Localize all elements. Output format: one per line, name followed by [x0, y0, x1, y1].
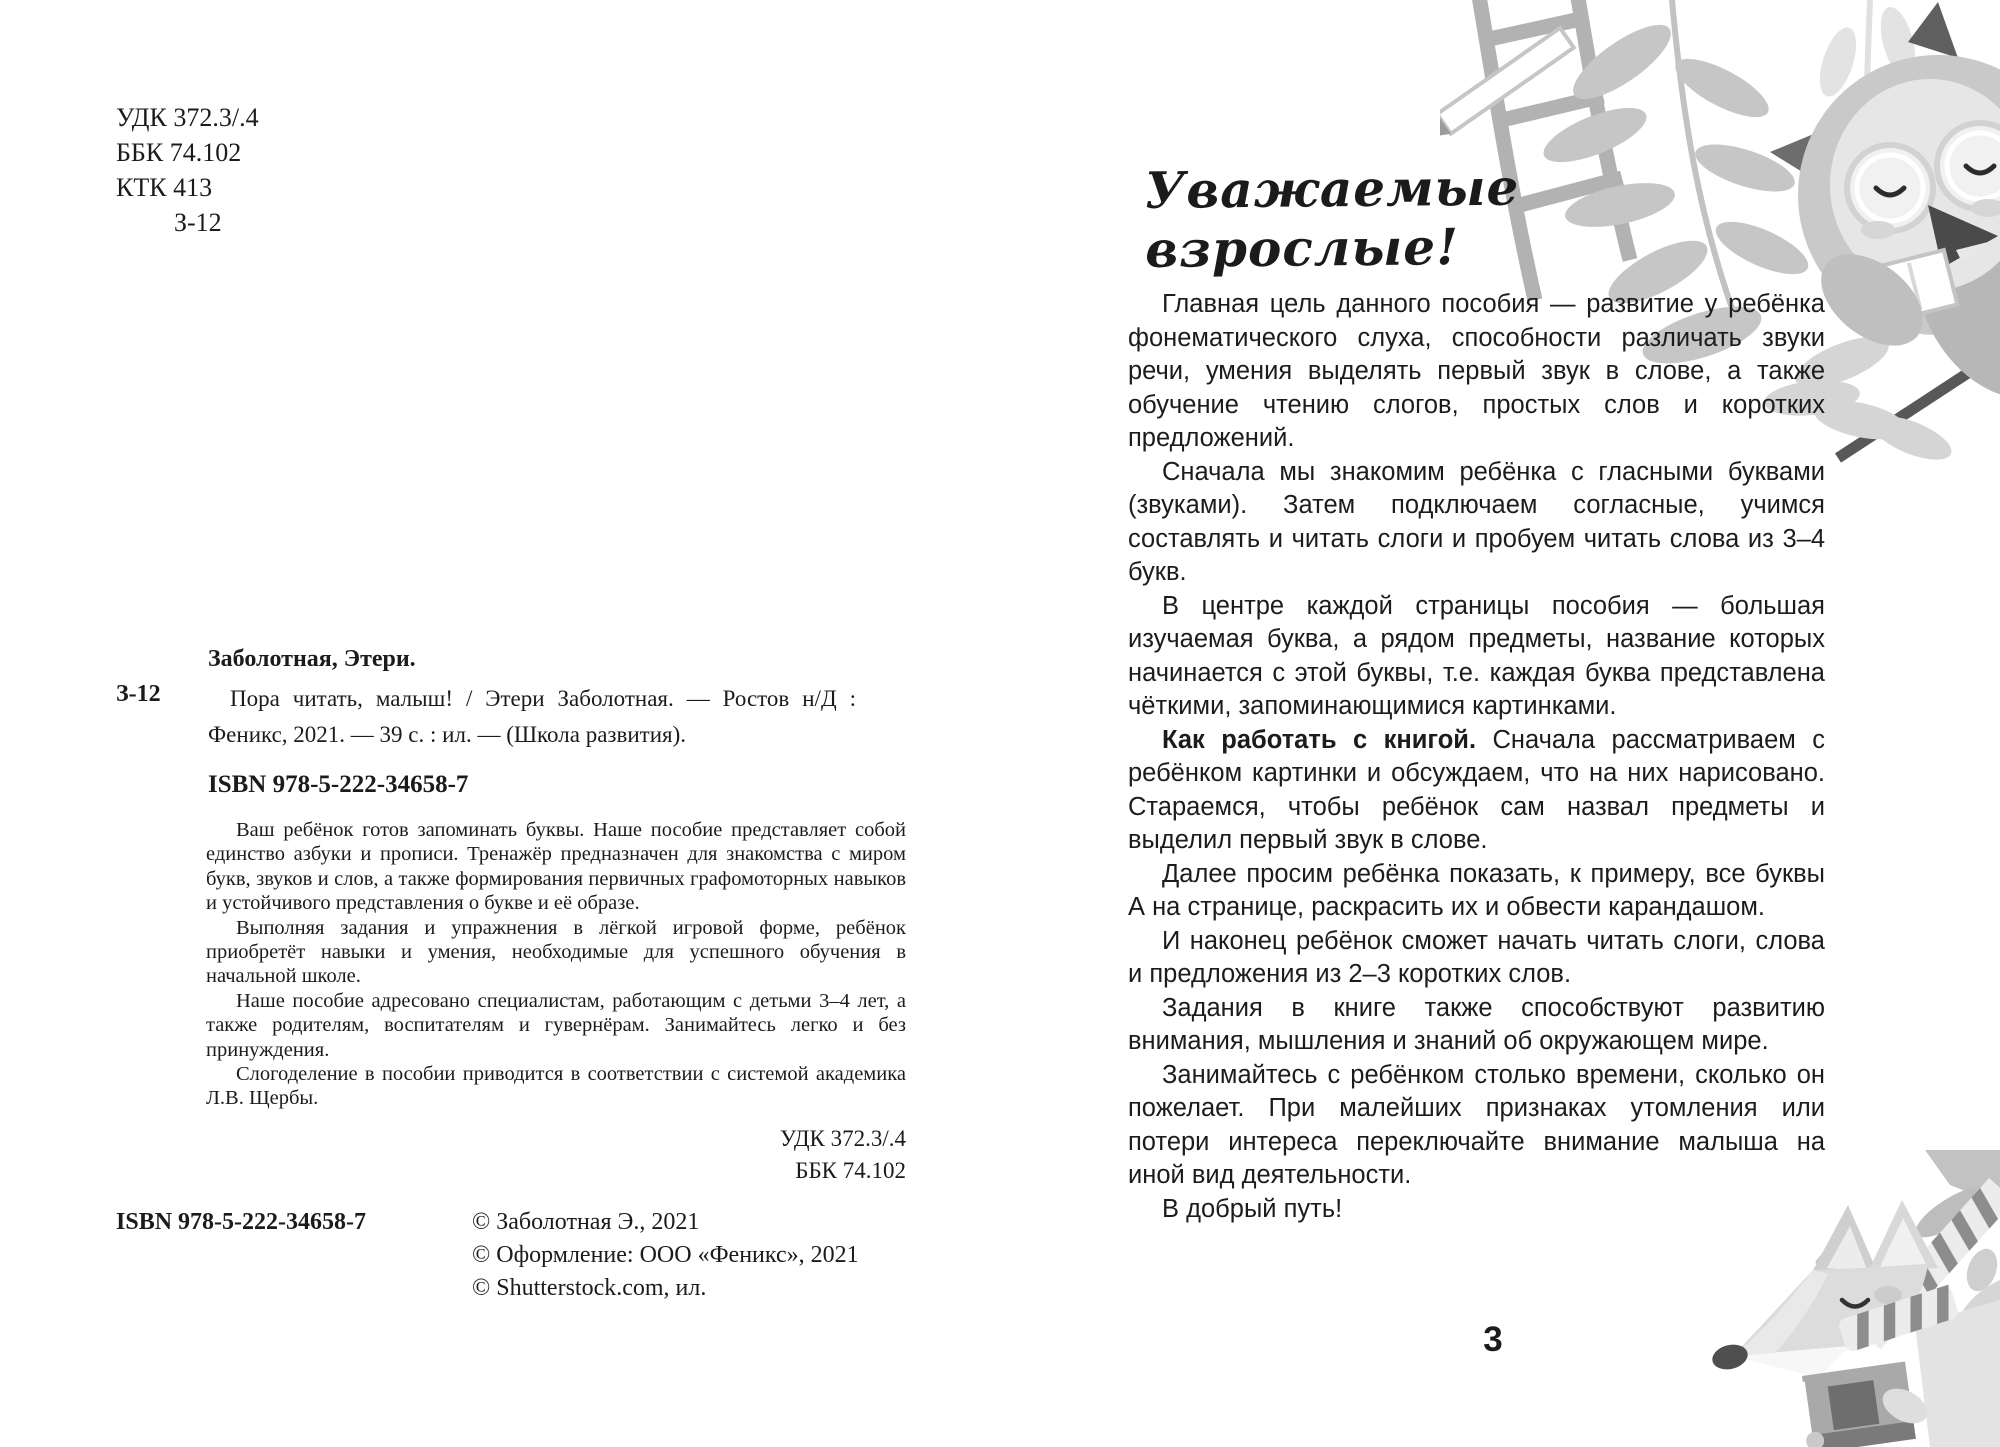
- imprint-code: УДК 372.3/.4: [779, 1125, 906, 1151]
- imprint-codes-top: [116, 100, 259, 240]
- annotation-paragraph: Наше пособие адресовано специалистам, работающим с детьми 3–4 лет, а также родителям, воспитателям и гувернёрам. Занимайтесь легко и без принуждения.: [206, 989, 906, 1061]
- bib-author-code: З-12: [116, 681, 161, 707]
- intro-paragraph: [1128, 992, 1825, 1059]
- copyright-block: [116, 1206, 956, 1305]
- annotation-column: [206, 818, 906, 1187]
- page-number: 3: [1483, 1320, 1503, 1359]
- bibliographic-record: [116, 646, 936, 799]
- intro-text-column: [1128, 288, 1825, 1226]
- paragraph-text: Сначала рассматриваем с ребёнком картинки и обсуждаем, что на них нарисовано. Стараемся, чтобы ребёнок сам назвал предметы и выделил первый звук в слове.: [1128, 725, 1825, 854]
- intro-paragraph: [1128, 288, 1825, 456]
- imprint-codes-bottom: [206, 1123, 906, 1187]
- paragraph-text: Далее просим ребёнка показать, к примеру, все буквы А на странице, раскрасить их и обвести карандашом.: [1128, 859, 1825, 921]
- page-title: Уважаемые взрослые!: [1144, 157, 1520, 279]
- bib-entry: Пора читать, малыш! / Этери Заболотная. — Ростов н/Д : Феникс, 2021. — 39 с. : ил. — (Школа развития).: [208, 686, 856, 747]
- paragraph-text: В центре каждой страницы пособия — большая изучаемая буква, а рядом предметы, название которых начинается с этой буквы, т.е. каждая буква представлена чёткими, запоминающимися картинками.: [1128, 591, 1825, 720]
- annotation-paragraph: Выполняя задания и упражнения в лёгкой игровой форме, ребёнок приобретёт навыки и умения, необходимые для успешного обучения в начальной школе.: [206, 916, 906, 988]
- copyright-line: © Заболотная Э., 2021: [472, 1209, 700, 1235]
- imprint-code: ББК 74.102: [795, 1157, 906, 1183]
- paragraph-text: Главная цель данного пособия — развитие у ребёнка фонематического слуха, способности различать звуки речи, умения выделять первый звук в слове, а также обучение чтению слогов, простых слов и коротких предложений.: [1128, 290, 1825, 452]
- intro-paragraph: [1128, 1059, 1825, 1193]
- intro-paragraph: [1128, 590, 1825, 724]
- bib-author: Заболотная, Этери.: [208, 646, 416, 672]
- intro-paragraph: [1128, 724, 1825, 858]
- intro-paragraph: [1128, 925, 1825, 992]
- annotation-paragraph: Ваш ребёнок готов запоминать буквы. Наше пособие представляет собой единство азбуки и прописи. Тренажёр предназначен для знакомства с миром букв, звуков и слов, а также формирования первичных графомоторных навыков и устойчивого представления о букве и её образе.: [206, 819, 906, 915]
- paragraph-text: Задания в книге также способствуют развитию внимания, мышления и знаний об окружающем мире.: [1128, 993, 1825, 1055]
- intro-paragraph: [1128, 1193, 1825, 1227]
- imprint-code: УДК 372.3/.4: [116, 103, 259, 132]
- paragraph-bold-lead: Как работать с книгой.: [1162, 725, 1477, 754]
- imprint-code: ББК 74.102: [116, 138, 242, 167]
- author-sign-code: З-12: [174, 208, 222, 237]
- syllable-note: Слогоделение в пособии приводится в соответствии с системой академика Л.В. Щербы.: [206, 1063, 906, 1110]
- imprint-code: КТК 413: [116, 173, 213, 202]
- bib-isbn: ISBN 978-5-222-34658-7: [208, 771, 469, 798]
- copyright-line: © Shutterstock.com, ил.: [472, 1275, 707, 1301]
- paragraph-text: И наконец ребёнок сможет начать читать слоги, слова и предложения из 2–3 коротких слов.: [1128, 926, 1825, 988]
- copyright-lines: [472, 1206, 859, 1305]
- copyright-line: © Оформление: ООО «Феникс», 2021: [472, 1242, 859, 1268]
- paragraph-text: Сначала мы знакомим ребёнка с гласными буквами (звуками). Затем подключаем согласные, учимся составлять и читать слоги и пробуем читать слова из 3–4 букв.: [1128, 457, 1825, 586]
- footer-isbn: ISBN 978-5-222-34658-7: [116, 1209, 366, 1235]
- intro-paragraph: [1128, 456, 1825, 590]
- paragraph-text: В добрый путь!: [1162, 1194, 1343, 1223]
- paragraph-text: Занимайтесь с ребёнком столько времени, сколько он пожелает. При малейших признаках утомления или потери интереса переключайте внимание малыша на иной вид деятельности.: [1128, 1060, 1825, 1189]
- intro-paragraph: [1128, 858, 1825, 925]
